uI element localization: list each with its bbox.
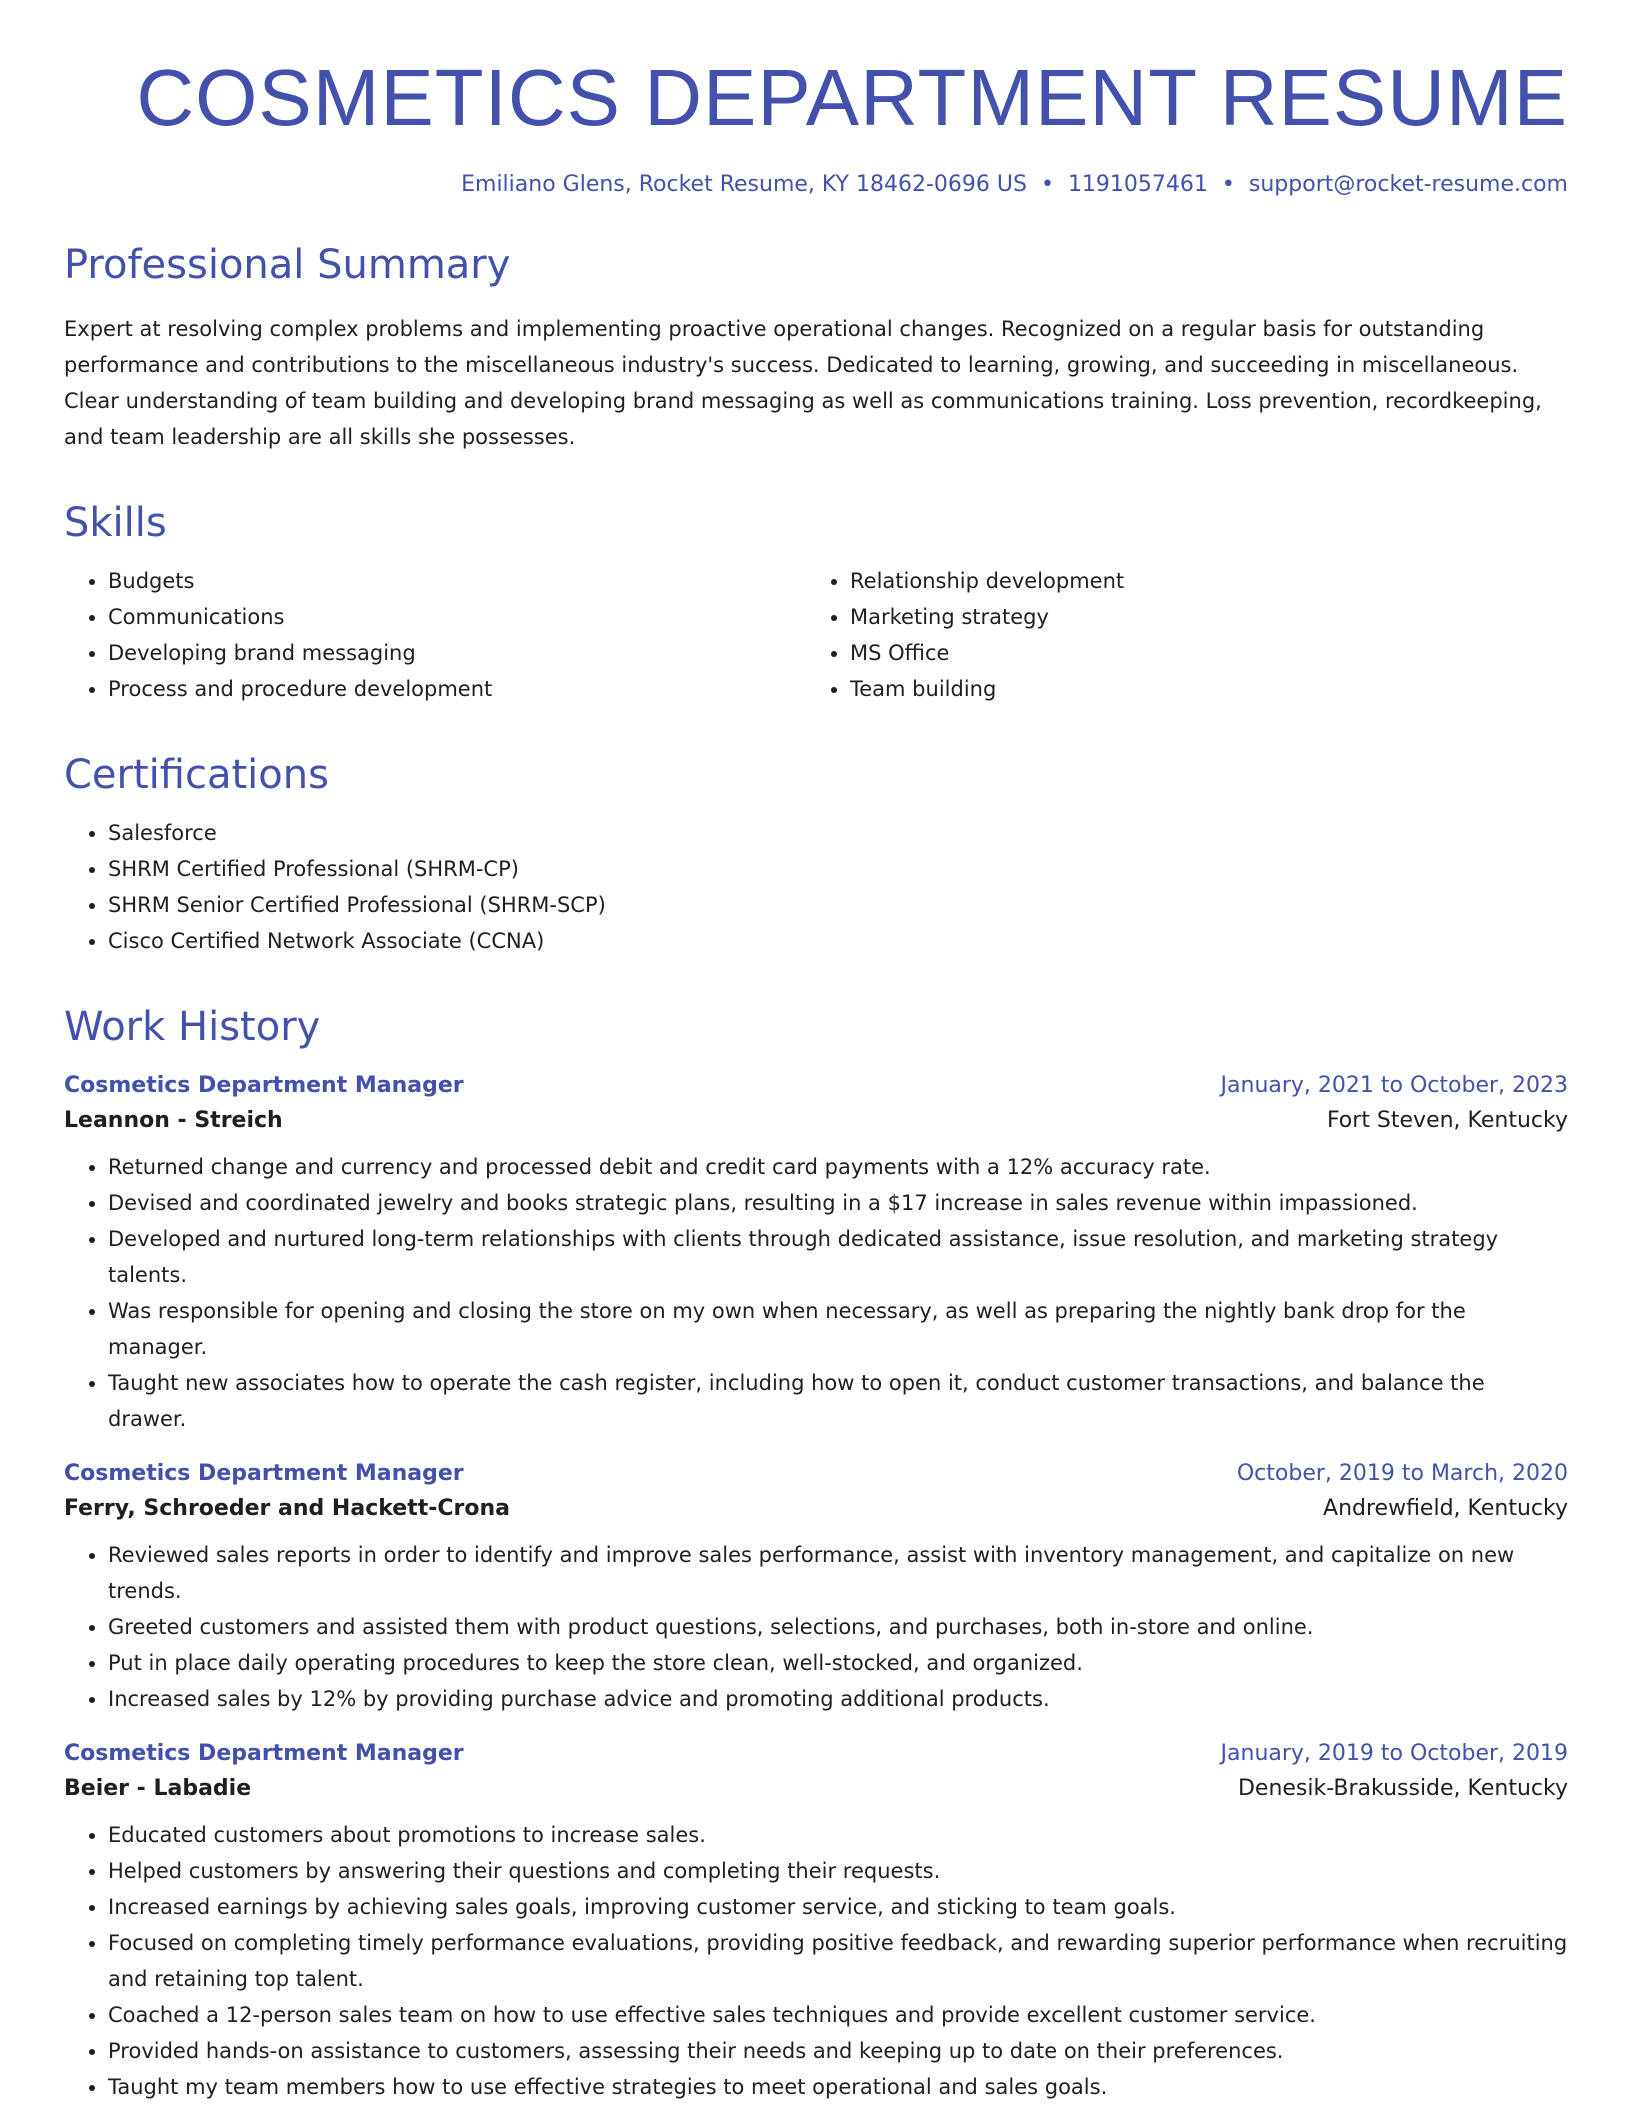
contact-line: [64, 172, 1568, 197]
job-company: Ferry, Schroeder and Hackett-Crona: [64, 1496, 510, 1521]
job-bullet: • Put in place daily operating procedures to keep the store clean, well-stocked, and organized.: [108, 1645, 1568, 1681]
contact-separator: •: [1221, 172, 1235, 197]
job-bullet: • Returned change and currency and processed debit and credit card payments with a 12% accuracy rate.: [108, 1149, 1568, 1185]
job-bullet: • Focused on completing timely performance evaluations, providing positive feedback, and rewarding superior performance when recruiting and retaining top talent.: [108, 1925, 1568, 1997]
summary-heading: Professional Summary: [64, 242, 511, 288]
job-location: Fort Steven, Kentucky: [1326, 1108, 1568, 1133]
job-dates: January, 2019 to October, 2019: [1220, 1741, 1568, 1766]
job-bullets: [64, 1537, 1568, 1717]
certifications-list: [64, 815, 1568, 959]
job-header: [64, 1073, 1568, 1098]
certifications-heading: Certifications: [64, 752, 329, 798]
skill-item: • Communications: [108, 599, 806, 635]
job-bullet: • Provided hands-on assistance to customers, assessing their needs and keeping up to date on their preferences.: [108, 2033, 1568, 2069]
job-bullet: • Devised and coordinated jewelry and books strategic plans, resulting in a $17 increase in sales revenue within impassioned.: [108, 1185, 1568, 1221]
contact-email[interactable]: support@rocket-resume.com: [1248, 172, 1568, 197]
job-subheader: [64, 1496, 1568, 1521]
skill-item: • Budgets: [108, 563, 806, 599]
job-bullet: • Taught my team members how to use effective strategies to meet operational and sales goals.: [108, 2069, 1568, 2105]
job-bullet: • Increased earnings by achieving sales goals, improving customer service, and sticking to team goals.: [108, 1889, 1568, 1925]
job-company: Leannon - Streich: [64, 1108, 283, 1133]
job-bullet: • Greeted customers and assisted them with product questions, selections, and purchases, both in-store and online.: [108, 1609, 1568, 1645]
skill-item: • MS Office: [850, 635, 1568, 671]
skill-item: • Process and procedure development: [108, 671, 806, 707]
summary-text: Expert at resolving complex problems and implementing proactive operational changes. Recognized on a regular basis for outstanding performance and contributions to the miscellaneous industry's success. Dedicated to learning, growing, and succeeding in miscellaneous. Clear understanding of team building and developing brand messaging as well as communications training. Loss prevention, recordkeeping, and team leadership are all skills she possesses.: [64, 317, 1542, 449]
skill-item: • Relationship development: [850, 563, 1568, 599]
certification-item: • SHRM Senior Certified Professional (SHRM-SCP): [108, 887, 1568, 923]
job-bullet: • Reviewed sales reports in order to identify and improve sales performance, assist with inventory management, and capitalize on new trends.: [108, 1537, 1568, 1609]
contact-address: Emiliano Glens, Rocket Resume, KY 18462-0696 US: [461, 172, 1027, 197]
job-bullets: [64, 1817, 1568, 2105]
job-dates: January, 2021 to October, 2023: [1220, 1073, 1568, 1098]
job-company: Beier - Labadie: [64, 1776, 252, 1801]
job-header: [64, 1461, 1568, 1486]
skill-item: • Team building: [850, 671, 1568, 707]
work-history-heading: Work History: [64, 1004, 321, 1050]
skills-grid: [64, 547, 1568, 707]
job-bullets: [64, 1149, 1568, 1437]
certification-item: • SHRM Certified Professional (SHRM-CP): [108, 851, 1568, 887]
resume-title: COSMETICS DEPARTMENT RESUME: [136, 53, 1568, 142]
job-title: Cosmetics Department Manager: [64, 1073, 464, 1098]
certification-item: • Cisco Certified Network Associate (CCNA): [108, 923, 1568, 959]
job-bullet: • Was responsible for opening and closing the store on my own when necessary, as well as preparing the nightly bank drop for the manager.: [108, 1293, 1568, 1365]
job-subheader: [64, 1108, 1568, 1133]
job-entry: [64, 1461, 1568, 1717]
job-title: Cosmetics Department Manager: [64, 1741, 464, 1766]
job-location: Andrewfield, Kentucky: [1323, 1496, 1568, 1521]
job-bullet: • Educated customers about promotions to increase sales.: [108, 1817, 1568, 1853]
job-bullet: • Coached a 12-person sales team on how to use effective sales techniques and provide excellent customer service.: [108, 1997, 1568, 2033]
job-bullet: • Developed and nurtured long-term relationships with clients through dedicated assistance, issue resolution, and marketing strategy talents.: [108, 1221, 1568, 1293]
job-entry: [64, 1741, 1568, 2105]
job-bullet: • Helped customers by answering their questions and completing their requests.: [108, 1853, 1568, 1889]
skills-heading: Skills: [64, 500, 167, 546]
job-bullet: • Increased sales by 12% by providing purchase advice and promoting additional products.: [108, 1681, 1568, 1717]
job-dates: October, 2019 to March, 2020: [1236, 1461, 1568, 1486]
skills-list-right: [806, 563, 1568, 707]
job-subheader: [64, 1776, 1568, 1801]
skills-list-left: [64, 563, 806, 707]
job-location: Denesik-Brakusside, Kentucky: [1237, 1776, 1568, 1801]
job-title: Cosmetics Department Manager: [64, 1461, 464, 1486]
skill-item: • Marketing strategy: [850, 599, 1568, 635]
job-bullet: • Taught new associates how to operate the cash register, including how to open it, conduct customer transactions, and balance the drawer.: [108, 1365, 1568, 1437]
contact-phone: 1191057461: [1067, 172, 1208, 197]
skill-item: • Developing brand messaging: [108, 635, 806, 671]
job-header: [64, 1741, 1568, 1766]
job-entry: [64, 1073, 1568, 1437]
certification-item: • Salesforce: [108, 815, 1568, 851]
contact-separator: •: [1040, 172, 1054, 197]
